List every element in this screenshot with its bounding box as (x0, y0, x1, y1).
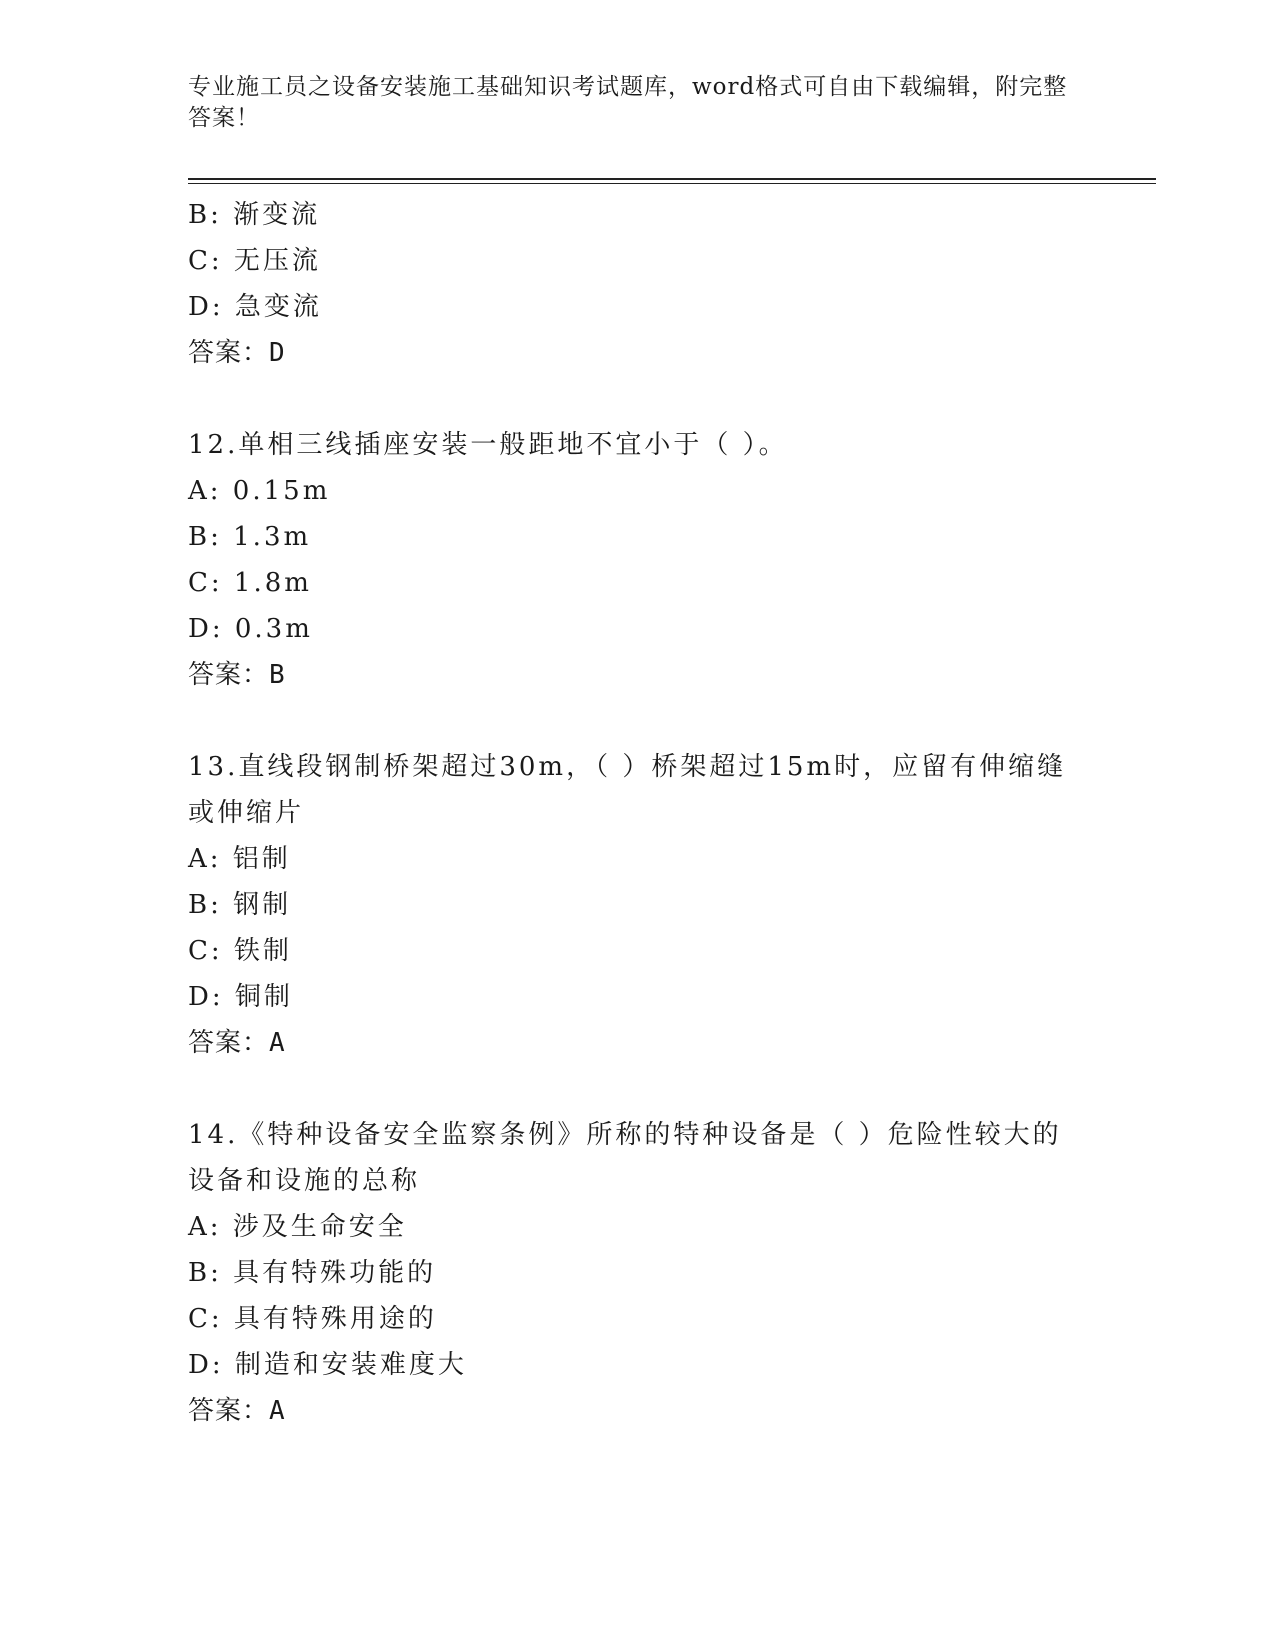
header-rule-thin (188, 183, 1156, 184)
question-block (188, 192, 1088, 376)
question-text: 12.单相三线插座安装一般距地不宜小于（ ）。 (188, 430, 788, 460)
option: B: 1.3m (188, 522, 312, 552)
option: D: 急变流 (188, 292, 322, 322)
option: C: 无压流 (188, 246, 321, 276)
option: B: 具有特殊功能的 (188, 1258, 437, 1288)
answer: 答案：A (188, 1396, 286, 1426)
option: A: 涉及生命安全 (188, 1212, 407, 1242)
option: A: 铝制 (188, 844, 291, 874)
question-text: 13.直线段钢制桥架超过30m，（ ）桥架超过15m时，应留有伸缩缝或伸缩片 (188, 752, 1067, 828)
option: B: 渐变流 (188, 200, 321, 230)
question-text: 14.《特种设备安全监察条例》所称的特种设备是（ ）危险性较大的设备和设施的总称 (188, 1120, 1062, 1196)
question-block (188, 1112, 1088, 1434)
document-header: 专业施工员之设备安装施工基础知识考试题库，word格式可自由下载编辑，附完整答案！ (188, 74, 1068, 131)
option: D: 制造和安装难度大 (188, 1350, 467, 1380)
answer: 答案：A (188, 1028, 286, 1058)
option: B: 钢制 (188, 890, 292, 920)
option: D: 铜制 (188, 982, 293, 1012)
option: C: 具有特殊用途的 (188, 1304, 437, 1334)
answer: 答案：D (188, 338, 286, 368)
option: D: 0.3m (188, 614, 313, 644)
option: C: 铁制 (188, 936, 292, 966)
question-list (188, 192, 1088, 1434)
question-block (188, 422, 1088, 698)
question-block (188, 744, 1088, 1066)
header-rule (188, 178, 1156, 180)
option: C: 1.8m (188, 568, 312, 598)
answer: 答案：B (188, 660, 286, 690)
option: A: 0.15m (188, 476, 331, 506)
